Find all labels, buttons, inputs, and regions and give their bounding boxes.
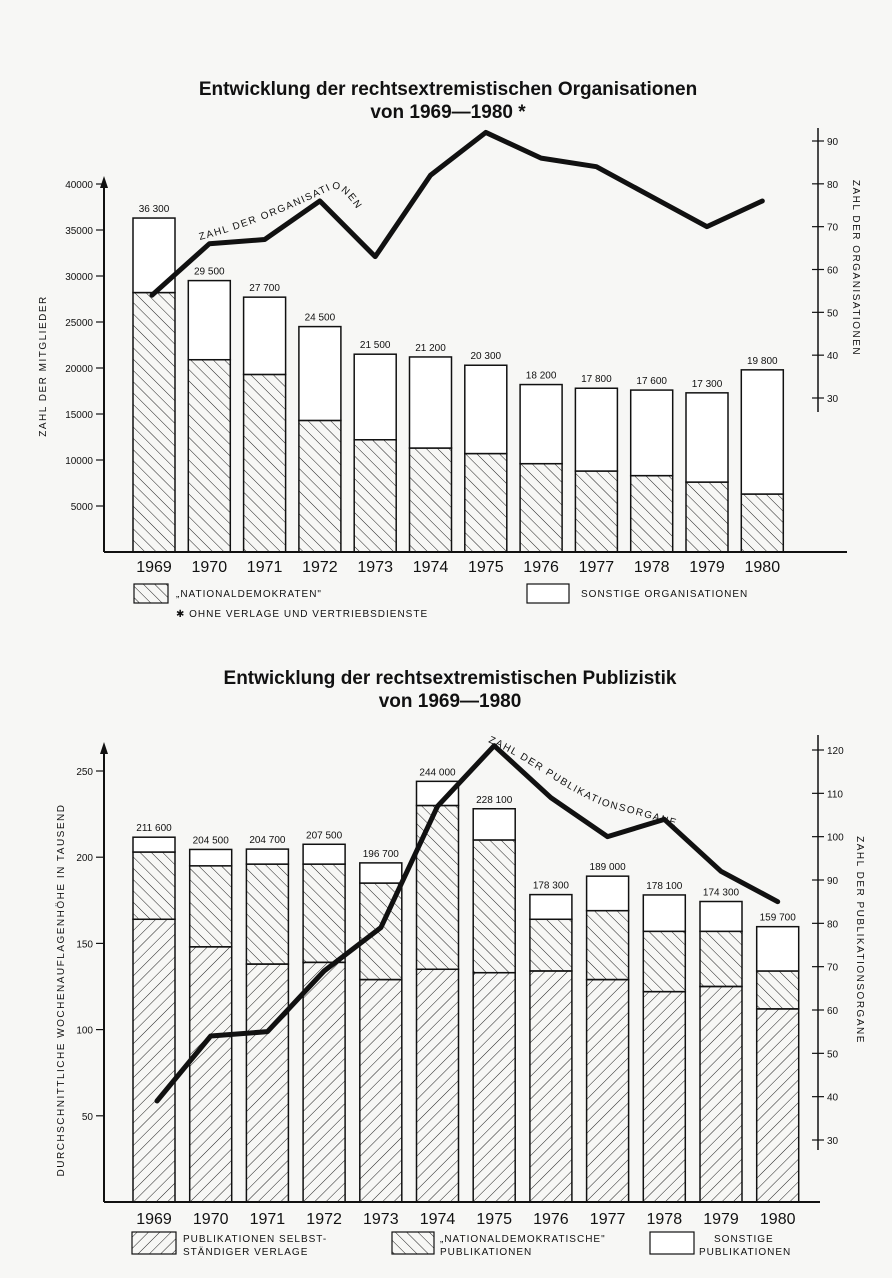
chart1-year-label: 1972 [302, 559, 338, 576]
chart1-y2-axis-label: ZAHL DER ORGANISATIONEN [850, 179, 861, 357]
chart1-year-label: 1980 [744, 559, 781, 576]
chart1-total-label: 29 500 [194, 266, 225, 278]
chart1-bar-sonstige [686, 393, 728, 482]
chart2-curve-label: ZAHL DER PUBLIKATIONSORGANE [486, 734, 679, 830]
chart2-total-label: 178 100 [646, 880, 683, 892]
chart1-year-label: 1979 [689, 559, 725, 576]
chart1-bar-nationaldemokraten [133, 293, 175, 552]
chart1-organisation-line-path [152, 132, 762, 295]
chart2-year-label: 1969 [136, 1211, 172, 1228]
chart2-bar-sonstige [587, 876, 629, 910]
chart1-bar-nationaldemokraten [354, 440, 396, 552]
chart2-year-labels [136, 1211, 795, 1228]
chart2-bar-verlage [587, 980, 629, 1202]
chart2-total-label: 178 300 [532, 880, 569, 892]
chart1-y-tick-label: 10000 [65, 456, 93, 467]
chart2-total-label: 228 100 [476, 794, 513, 806]
chart1-total-label: 18 200 [525, 370, 557, 382]
chart2-bar-verlage [700, 987, 742, 1203]
chart1-bar-sonstige [741, 370, 783, 494]
chart1-legend-swatch-nd [134, 584, 168, 603]
chart2-total-label: 204 500 [192, 835, 229, 847]
chart2-y2-tick-label: 110 [827, 789, 843, 801]
chart2-bar-nationaldemokratische [530, 919, 572, 971]
chart2-total-label: 207 500 [306, 830, 343, 842]
chart1-footnote: ✱ OHNE VERLAGE UND VERTRIEBSDIENSTE [176, 609, 429, 620]
chart2-legend-swatch-sonstige [650, 1232, 694, 1254]
chart1-total-label: 24 500 [304, 312, 336, 324]
chart2-y2-tick-label: 100 [827, 832, 844, 844]
chart1-year-label: 1976 [523, 559, 559, 576]
chart2-title: Entwicklung der rechtsextremistischen Publizistik [223, 668, 677, 689]
chart1-y-axis-label: ZAHL DER MITGLIEDER [38, 295, 49, 437]
chart2-legend-label-verlage-1: PUBLIKATIONEN SELBST- [183, 1234, 328, 1245]
chart2-bar-sonstige [530, 895, 572, 920]
chart1-bar-sonstige [354, 354, 396, 440]
chart1-bar-sonstige [188, 281, 230, 360]
chart2-year-label: 1977 [589, 1211, 626, 1228]
chart2-bar-sonstige [246, 849, 288, 864]
chart1-y2-tick-label: 80 [827, 179, 839, 191]
chart2-y-axis-label: DURCHSCHNITTLICHE WOCHENAUFLAGENHÖHE IN TAUSEND [56, 803, 67, 1177]
chart1-total-label: 19 800 [747, 355, 778, 367]
chart1-y2-tick-label: 90 [827, 137, 839, 148]
chart1-total-label: 21 500 [359, 340, 391, 352]
chart1-total-label: 17 300 [691, 378, 723, 390]
chart1-bar-sonstige [410, 357, 452, 448]
chart1-total-label: 36 300 [138, 204, 170, 216]
chart2-legend-swatch-verlage [132, 1232, 176, 1254]
chart2-y-axis-arrow [100, 742, 108, 754]
chart1-bar-nationaldemokraten [465, 454, 507, 552]
chart2-bar-nationaldemokratische [303, 864, 345, 962]
chart1-bar-nationaldemokraten [686, 482, 728, 552]
chart1-year-label: 1971 [246, 559, 283, 576]
chart1-curve-label: ZAHL DER ORGANISATIONEN [197, 180, 365, 243]
chart2-bar-verlage [133, 919, 175, 1202]
chart2-y2-tick-label: 80 [827, 919, 839, 931]
chart2-total-label: 159 700 [759, 912, 796, 924]
chart2-legend-label-nd-2: PUBLIKATIONEN [440, 1247, 533, 1258]
chart2-y2-tick-label: 70 [827, 962, 839, 974]
chart1-total-label: 27 700 [249, 283, 280, 295]
chart2-bar-verlage [643, 992, 685, 1202]
chart2-bar-verlage [757, 1009, 799, 1202]
chart2-y2-tick-label: 120 [827, 746, 844, 757]
chart2-bar-verlage [246, 964, 288, 1202]
chart-organisations [38, 79, 861, 620]
chart2-bar-nationaldemokratische [757, 971, 799, 1009]
chart2-legend-label-verlage-2: STÄNDIGER VERLAGE [183, 1247, 309, 1258]
chart1-legend-label-nd: „NATIONALDEMOKRATEN" [176, 589, 322, 600]
chart2-bar-verlage [190, 947, 232, 1202]
chart1-organisation-line [152, 132, 762, 295]
chart1-y-tick-label: 25000 [65, 318, 93, 329]
chart2-legend-label-sonstige-1: SONSTIGE [714, 1234, 774, 1245]
chart2-bar-sonstige [700, 902, 742, 932]
chart2-year-label: 1972 [306, 1211, 342, 1228]
chart1-year-label: 1970 [191, 559, 228, 576]
chart2-total-label: 204 700 [249, 835, 286, 847]
chart1-year-label: 1969 [136, 559, 172, 576]
chart2-legend-label-nd-1: „NATIONALDEMOKRATISCHE" [440, 1234, 606, 1245]
chart2-total-label: 211 600 [136, 823, 172, 835]
chart1-legend-swatch-sonstige [527, 584, 569, 603]
chart2-year-label: 1973 [363, 1211, 399, 1228]
chart1-title: Entwicklung der rechtsextremistischen Organisationen [198, 79, 698, 100]
chart1-bar-nationaldemokraten [188, 360, 230, 552]
chart1-bar-sonstige [465, 365, 507, 453]
chart2-year-label: 1976 [533, 1211, 569, 1228]
chart1-y2-tick-label: 50 [827, 308, 839, 320]
chart1-total-label: 17 600 [636, 376, 667, 388]
chart1-y-tick-label: 15000 [65, 410, 93, 421]
chart2-bar-sonstige [757, 927, 799, 971]
chart2-bar-verlage [417, 969, 459, 1202]
chart2-bar-sonstige [190, 849, 232, 865]
chart2-bar-nationaldemokratische [643, 931, 685, 991]
chart2-year-label: 1978 [646, 1211, 683, 1228]
chart2-year-label: 1971 [249, 1211, 286, 1228]
chart1-total-label: 20 300 [470, 351, 502, 363]
chart1-total-label: 17 800 [581, 374, 612, 386]
chart1-legend-label-sonstige: SONSTIGE ORGANISATIONEN [581, 589, 749, 600]
chart1-y-axis-arrow [100, 176, 108, 188]
chart2-y2-tick-label: 90 [827, 876, 839, 887]
chart2-bar-nationaldemokratische [587, 911, 629, 980]
chart1-bar-nationaldemokraten [575, 471, 617, 552]
chart1-y-tick-label: 35000 [65, 226, 93, 237]
chart1-bar-nationaldemokraten [741, 494, 783, 552]
chart1-bar-sonstige [244, 297, 286, 374]
chart2-year-label: 1979 [703, 1211, 739, 1228]
chart2-subtitle: von 1969—1980 [378, 691, 522, 712]
chart1-bar-nationaldemokraten [299, 420, 341, 552]
chart1-bar-nationaldemokraten [520, 464, 562, 552]
chart1-bar-sonstige [299, 327, 341, 421]
chart2-bar-nationaldemokratische [473, 840, 515, 973]
chart1-year-labels [136, 559, 780, 576]
chart1-bar-nationaldemokraten [410, 448, 452, 552]
chart1-y2-tick-label: 30 [827, 394, 839, 405]
chart1-y-tick-label: 40000 [65, 180, 93, 191]
chart1-bar-sonstige [575, 388, 617, 471]
chart2-total-label: 174 300 [702, 887, 740, 899]
chart2-year-label: 1975 [476, 1211, 512, 1228]
chart2-bar-verlage [530, 971, 572, 1202]
chart1-y-tick-label: 20000 [65, 364, 93, 375]
chart2-y-tick-label: 250 [76, 767, 93, 778]
chart1-y-tick-label: 30000 [65, 272, 93, 283]
chart2-year-label: 1974 [419, 1211, 456, 1228]
chart2-total-label: 196 700 [362, 848, 399, 860]
chart2-bar-sonstige [133, 837, 175, 852]
chart2-y-ticks [76, 767, 104, 1123]
chart2-legend-label-sonstige-2: PUBLIKATIONEN [699, 1247, 792, 1258]
chart2-legend-swatch-nd [392, 1232, 434, 1254]
chart2-bar-nationaldemokratische [700, 931, 742, 986]
chart2-y-tick-label: 100 [76, 1025, 93, 1037]
chart2-bar-verlage [303, 962, 345, 1202]
chart2-bar-nationaldemokratische [417, 805, 459, 969]
chart2-value-labels [136, 767, 796, 923]
chart1-bar-nationaldemokraten [631, 476, 673, 552]
chart1-bar-nationaldemokraten [244, 374, 286, 552]
chart1-subtitle: von 1969—1980 * [370, 102, 526, 123]
chart2-bars [133, 781, 799, 1202]
chart2-bar-verlage [360, 980, 402, 1202]
chart1-y2-tick-label: 60 [827, 265, 839, 277]
chart1-year-label: 1973 [357, 559, 393, 576]
chart2-total-label: 189 000 [589, 862, 626, 874]
chart2-bar-sonstige [473, 809, 515, 840]
chart2-bar-verlage [473, 973, 515, 1202]
chart2-y-tick-label: 50 [81, 1111, 93, 1123]
chart2-y2-tick-label: 60 [827, 1006, 839, 1017]
chart1-year-label: 1978 [633, 559, 670, 576]
chart1-year-label: 1974 [412, 559, 449, 576]
chart1-total-label: 21 200 [415, 342, 446, 354]
chart1-y-tick-label: 5000 [70, 502, 93, 513]
chart2-bar-sonstige [643, 895, 685, 931]
chart2-total-label: 244 000 [419, 767, 456, 779]
chart1-y2-tick-label: 40 [827, 351, 839, 363]
chart1-bars [133, 218, 783, 552]
chart2-y2-axis-label: ZAHL DER PUBLIKATIONSORGANE [854, 836, 865, 1044]
chart1-year-label: 1977 [578, 559, 615, 576]
chart2-y2-tick-label: 30 [827, 1136, 839, 1147]
chart2-y2-tick-label: 50 [827, 1049, 839, 1061]
chart2-y2-tick-label: 40 [827, 1092, 839, 1104]
chart1-y-ticks [65, 180, 104, 513]
chart1-y2-tick-label: 70 [827, 222, 839, 234]
chart2-year-label: 1970 [192, 1211, 229, 1228]
chart2-bar-nationaldemokratische [133, 852, 175, 919]
chart2-year-label: 1980 [759, 1211, 796, 1228]
chart2-y-tick-label: 200 [76, 853, 93, 865]
chart1-bar-sonstige [520, 385, 562, 464]
chart1-bar-sonstige [631, 390, 673, 476]
chart2-bar-nationaldemokratische [246, 864, 288, 964]
chart1-y2-ticks [812, 137, 839, 405]
chart-publizistik [55, 668, 865, 1258]
chart2-y-tick-label: 150 [76, 939, 93, 951]
chart2-bar-sonstige [360, 863, 402, 883]
chart2-y2-ticks [812, 746, 844, 1147]
chart1-year-label: 1975 [468, 559, 504, 576]
chart2-bar-sonstige [303, 844, 345, 864]
chart2-bar-nationaldemokratische [190, 866, 232, 947]
